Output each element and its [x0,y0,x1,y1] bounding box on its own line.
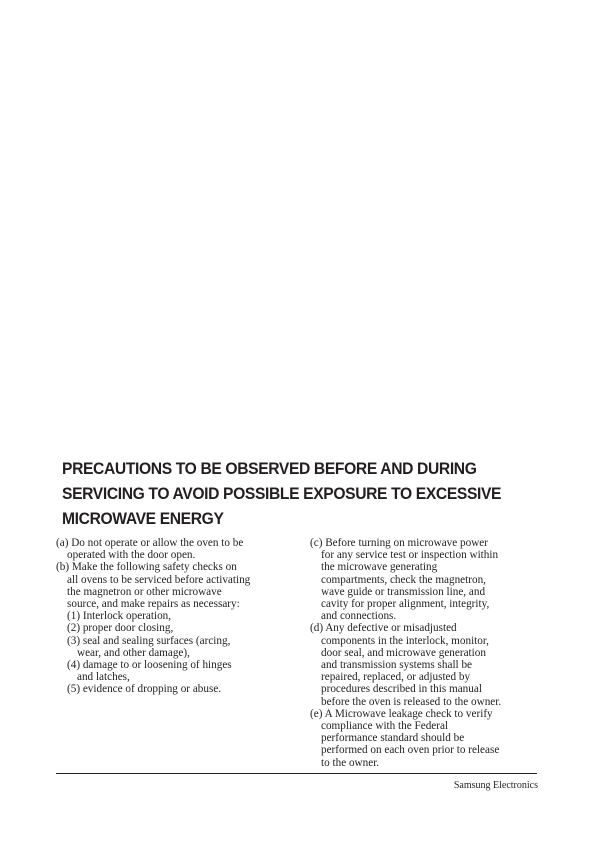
footer-company: Samsung Electronics [453,780,538,791]
item-d-line: door seal, and microwave generation [321,646,486,659]
check-3-line: wear, and other damage), [77,646,190,659]
left-column [56,537,296,696]
item-c-line: (c) Before turning on microwave power [310,537,489,549]
item-c-line: wave guide or transmission line, and [321,585,486,598]
check-3-line: (3) seal and sealing surfaces (arcing, [67,634,231,647]
item-c-line: and connections. [321,610,397,623]
check-1-line: (1) Interlock operation, [67,610,172,623]
item-b-line: (b) Make the following safety checks on [56,561,237,574]
item-c-line: compartments, check the magnetron, [321,573,486,586]
item-b-line: source, and make repairs as necessary: [67,598,240,611]
item-b-line: the magnetron or other microwave [67,585,222,598]
item-a-line: operated with the door open. [67,549,196,562]
heading-line: MICROWAVE ENERGY [62,509,224,528]
check-2-line: (2) proper door closing, [67,622,174,635]
item-c-line: the microwave generating [321,561,438,574]
item-d-line: procedures described in this manual [321,683,482,696]
item-e-line: compliance with the Federal [321,720,449,733]
item-b-line: all ovens to be serviced before activating [67,573,251,586]
page-heading [62,456,522,531]
heading-line: PRECAUTIONS TO BE OBSERVED BEFORE AND DURING [62,459,477,478]
item-e-line: (e) A Microwave leakage check to verify [310,707,493,720]
item-d-line: repaired, replaced, or adjusted by [321,671,471,684]
right-column [310,537,550,769]
heading-line: SERVICING TO AVOID POSSIBLE EXPOSURE TO EXCESSIVE [62,484,502,503]
footer-divider [56,773,537,774]
item-d-line: before the oven is released to the owner. [321,695,502,708]
item-d-line: (d) Any defective or misadjusted [310,622,457,635]
item-c-line: cavity for proper alignment, integrity, [321,598,490,611]
check-4-line: (4) damage to or loosening of hinges [67,659,232,672]
item-e-line: performance standard should be [321,732,465,745]
item-a-line: (a) Do not operate or allow the oven to be [56,537,244,549]
item-e-line: to the owner. [321,756,380,769]
item-c-line: for any service test or inspection within [321,549,499,562]
item-d-line: components in the interlock, monitor, [321,634,489,647]
item-e-line: performed on each oven prior to release [321,744,500,757]
check-5-line: (5) evidence of dropping or abuse. [67,683,222,696]
check-4-line: and latches, [77,671,130,684]
item-d-line: and transmission systems shall be [321,659,473,672]
